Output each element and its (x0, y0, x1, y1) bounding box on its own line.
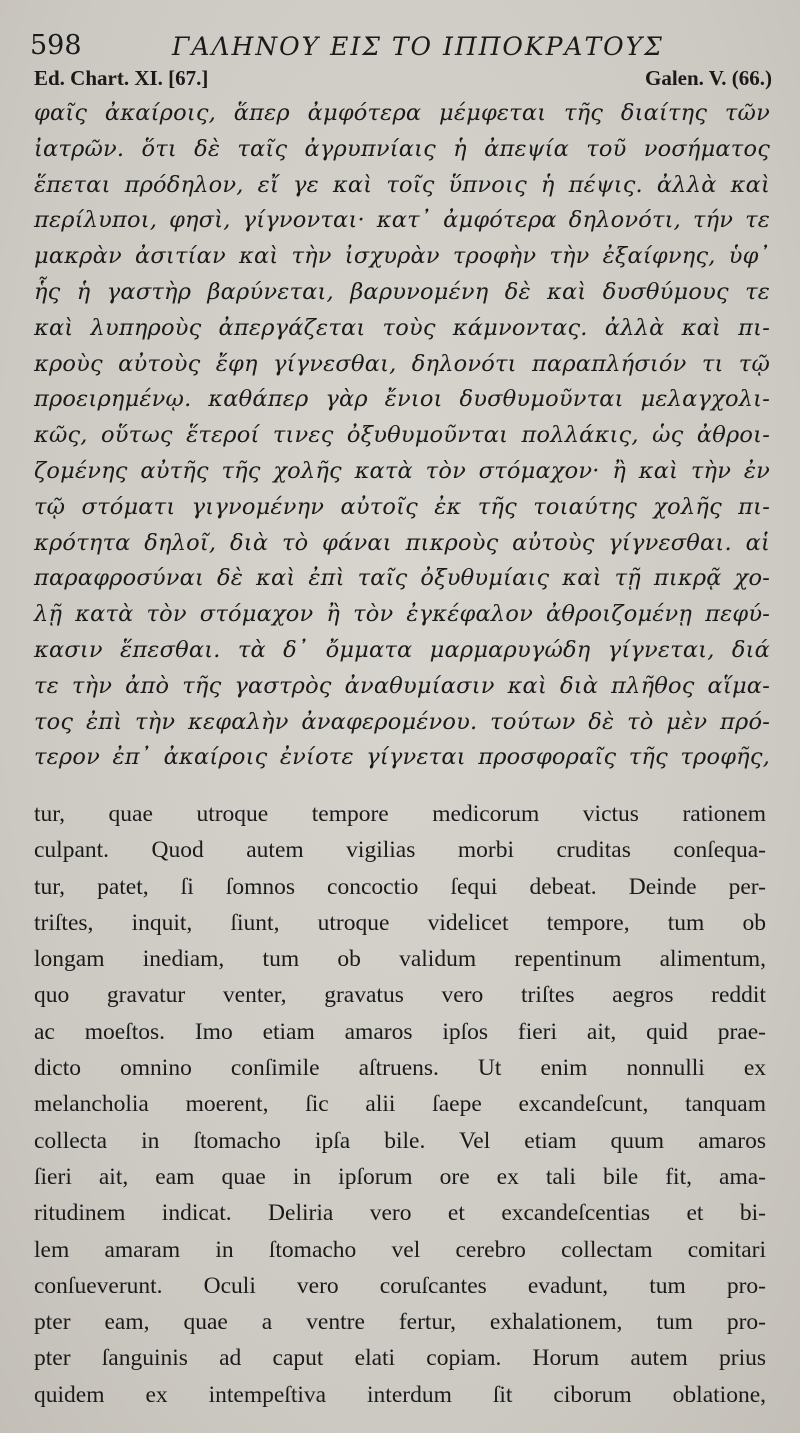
edition-galen-reference: Galen. V. (66.) (645, 66, 772, 90)
latin-text-line: ritudinem indicat. Deliria vero et excandeſcentias et bi- (34, 1200, 766, 1227)
greek-text-line: ἰατρῶν. ὅτι δὲ ταῖς ἀγρυπνίαις ἡ ἀπεψία τοῦ νοσήματος (34, 135, 770, 162)
greek-text-line: τος ἐπὶ τὴν κεφαλὴν ἀναφερομένου. τούτων δὲ τὸ μὲν πρό- (34, 708, 770, 735)
greek-text-line: κασιν ἕπεσθαι. τὰ δ᾽ ὄμματα μαρμαρυγώδη γίγνεται, διά (34, 636, 770, 663)
greek-text-line: τερον ἐπ᾽ ἀκαίροις ἐνίοτε γίγνεται προσφοραῖς τῆς τροφῆς, (34, 744, 770, 771)
greek-text-line: περίλυποι, φησὶ, γίγνονται· κατ᾽ ἀμφότερα δηλονότι, τήν τε (34, 207, 770, 234)
latin-text-line: tur, quae utroque tempore medicorum victus rationem (34, 801, 766, 827)
edition-reference-line (34, 66, 772, 94)
latin-text-line: collecta in ſtomacho ipſa bile. Vel etiam quum amaros (34, 1127, 766, 1154)
latin-text-line: lem amaram in ſtomacho vel cerebro collectam comitari (34, 1236, 766, 1263)
greek-text-line: καὶ λυπηροὺς ἀπεργάζεται τοὺς κάμνοντας. ἀλλὰ καὶ πι- (34, 314, 770, 341)
greek-text-line: τε τὴν ἀπὸ τῆς γαστρὸς ἀναθυμίασιν καὶ διὰ πλῆθος αἵμα- (34, 672, 770, 699)
greek-text-block (34, 96, 770, 776)
latin-text-line: conſueverunt. Oculi vero coruſcantes evadunt, tum pro- (34, 1272, 766, 1299)
greek-text-line: ζομένης αὐτῆς τῆς χολῆς κατὰ τὸν στόμαχον· ἢ καὶ τὴν ἐν (34, 457, 770, 484)
greek-text-line: ἧς ἡ γαστὴρ βαρύνεται, βαρυνομένη δὲ καὶ δυσθύμους τε (34, 278, 770, 305)
latin-text-line: pter eam, quae a ventre fertur, exhalationem, tum pro- (34, 1309, 766, 1336)
latin-text-line: culpant. Quod autem vigilias morbi cruditas conſequa- (34, 837, 766, 864)
greek-text-line: τῷ στόματι γιγνομένην αὐτοῖς ἐκ τῆς τοιαύτης χολῆς πι- (34, 493, 770, 520)
latin-text-line: quo gravatur venter, gravatus vero triſtes aegros reddit (34, 982, 766, 1009)
latin-text-line: melancholia moerent, ſic alii ſaepe excandeſcunt, tanquam (34, 1091, 766, 1118)
greek-text-line: κρότητα δηλοῖ, διὰ τὸ φάναι πικροὺς αὐτοὺς γίγνεσθαι. αἱ (34, 529, 770, 556)
latin-text-line: pter ſanguinis ad caput elati copiam. Horum autem prius (34, 1345, 766, 1372)
latin-text-line: quidem ex intempeſtiva interdum ſit ciborum oblatione, (34, 1381, 766, 1408)
greek-text-line: λῇ κατὰ τὸν στόμαχον ἢ τὸν ἐγκέφαλον ἀθροιζομένῃ πεφύ- (34, 601, 770, 628)
greek-text-line: προειρημένῳ. καθάπερ γὰρ ἔνιοι δυσθυμοῦνται μελαγχολι- (34, 386, 770, 413)
running-head (30, 26, 770, 66)
greek-text-line: μακρὰν ἀσιτίαν καὶ τὴν ἰσχυρὰν τροφὴν τὴν ἐξαίφνης, ὑφ᾽ (34, 243, 770, 270)
running-title: ΓΑΛΗΝΟΥ ΕΙΣ ΤΟ ΙΠΠΟΚΡΑΤΟΥΣ (172, 32, 664, 61)
latin-text-line: tur, patet, ſi ſomnos concoctio ſequi debeat. Deinde per- (34, 873, 766, 900)
latin-text-block (34, 796, 766, 1413)
latin-text-line: ſieri ait, eam quae in ipſorum ore ex tali bile fit, ama- (34, 1163, 766, 1190)
latin-text-line: triſtes, inquit, ſiunt, utroque videlicet tempore, tum ob (34, 909, 766, 936)
greek-text-line: φαῖς ἀκαίροις, ἅπερ ἀμφότερα μέμφεται τῆς διαίτης τῶν (34, 100, 770, 126)
edition-chartier-reference: Ed. Chart. XI. [67.] (34, 66, 209, 90)
greek-text-line: κῶς, οὕτως ἕτεροί τινες ὀξυθυμοῦνται πολλάκις, ὡς ἀθροι- (34, 422, 770, 449)
greek-text-line: ἕπεται πρόδηλον, εἴ γε καὶ τοῖς ὕπνοις ἡ πέψις. ἀλλὰ καὶ (34, 171, 770, 198)
latin-text-line: ac moeſtos. Imo etiam amaros ipſos fieri ait, quid prae- (34, 1018, 766, 1045)
greek-text-line: παραφροσύναι δὲ καὶ ἐπὶ ταῖς ὀξυθυμίαις καὶ τῇ πικρᾷ χο- (34, 565, 770, 592)
latin-text-line: longam inediam, tum ob validum repentinum alimentum, (34, 946, 766, 973)
latin-text-line: dicto omnino conſimile aſtruens. Ut enim nonnulli ex (34, 1055, 766, 1082)
greek-text-line: κροὺς αὐτοὺς ἔφη γίγνεσθαι, δηλονότι παραπλήσιόν τι τῷ (34, 350, 770, 377)
page-number: 598 (30, 30, 82, 61)
